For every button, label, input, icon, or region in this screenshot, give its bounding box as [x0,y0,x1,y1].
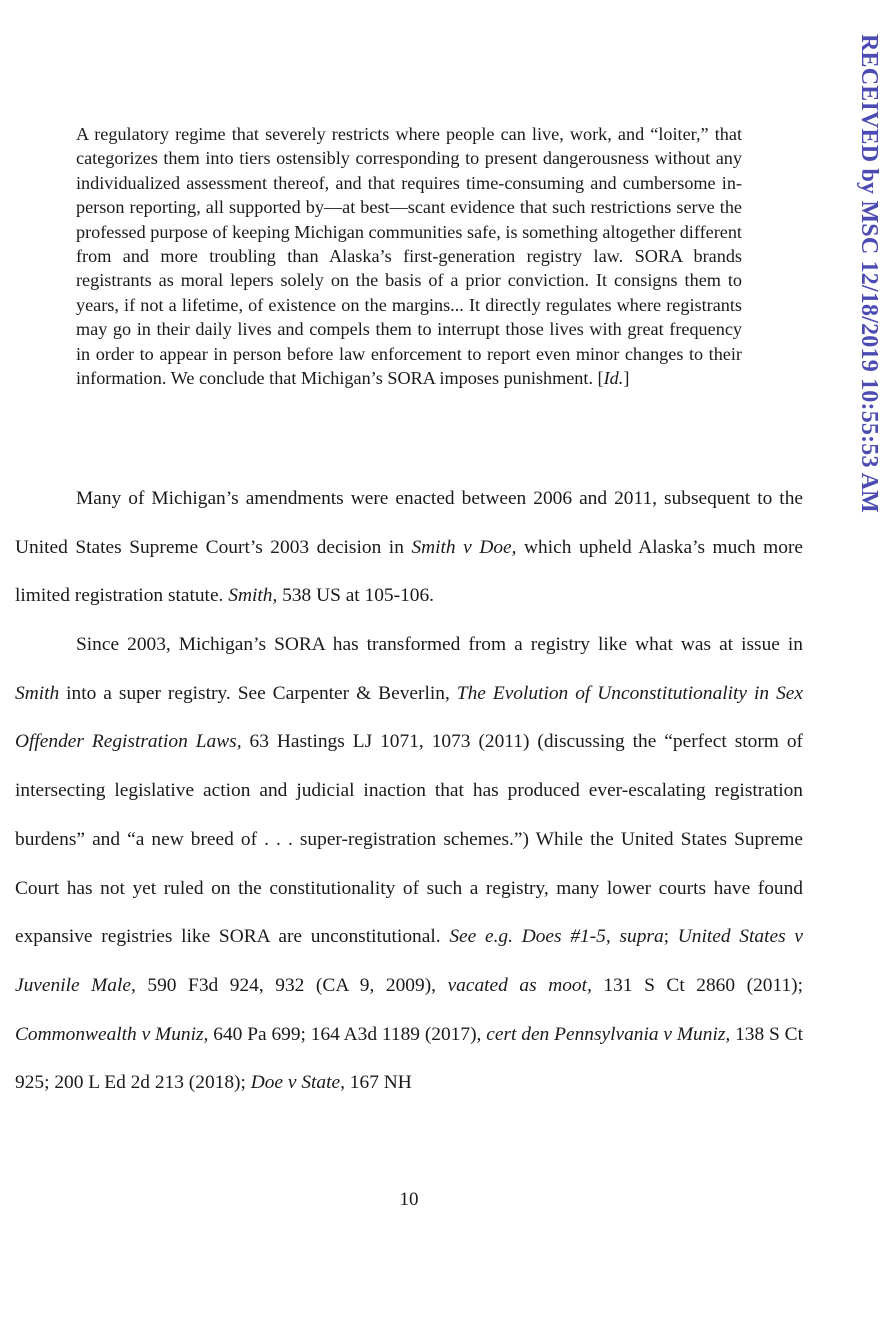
case-citation: Smith [15,682,60,704]
block-quote-text: A regulatory regime that severely restricts where people can live, work, and “loiter,” that categorizes them into tiers ostensibly corresponding to present dangerousness without any individualized assessment thereof, and that requires time-consuming and cumbersome in-person reporting, all supported by—at best—scant evidence that such restrictions serve the professed purpose of keeping Michigan communities safe, is something altogether different from and more troubling than Alaska’s first-generation registry law. SORA brands registrants as moral lepers solely on the basis of a prior conviction. It consigns them to years, if not a lifetime, of existence on the margins... It directly regulates where registrants may go in their daily lives and compels them to interrupt those lives with great frequency in order to appear in person before law enforcement to report even minor changes to their information. We conclude that Michigan’s SORA imposes punishment. [ [76,124,742,389]
case-citation: Doe v State, [250,1072,345,1094]
case-citation: vacated as moot, [447,974,592,996]
page-number: 10 [399,1189,419,1210]
block-quote-close-bracket: ] [623,368,630,389]
case-citation: United States v Juvenile Male, [15,926,803,996]
paragraph-amendments [15,475,803,621]
paragraph-text: 138 S Ct 925; 200 L Ed 2d 213 (2018); [15,1023,804,1094]
paragraph-text: 590 F3d 924, 932 (CA 9, 2009), [135,974,448,996]
paragraph-text: 63 Hastings LJ 1071, 1073 (2011) (discussing the “perfect storm of intersecting legislative action and judicial inaction that has produced ever-escalating registration burdens” and “a new breed of . . . super-registration schemes.”) While the United States Supreme Court has not yet ruled on the constitutionality of such a registry, many lower courts have found expansive registries like SORA are unconstitutional. [15,731,803,948]
paragraph-text: ; [663,926,678,948]
paragraph-text: which upheld Alaska’s much more limited registration statute. [15,536,804,607]
paragraph-text: Since 2003, Michigan’s SORA has transformed from a registry like what was at issue in [76,634,803,655]
case-citation: cert den Pennsylvania v Muniz, [486,1023,731,1045]
paragraph-text: 640 Pa 699; 164 A3d 1189 (2017), [208,1023,487,1045]
paragraph-text: 538 US at 105-106. [277,585,435,607]
case-citation: Smith, [228,585,278,607]
paragraph-text: into a super registry. See Carpenter & Beverlin, [59,682,457,704]
case-citation: Smith v Doe, [411,536,517,558]
case-citation: See e.g. Does #1-5, supra [449,926,664,948]
block-quote-citation: Id. [603,368,624,389]
block-quote [76,122,742,390]
paragraph-super-registry [15,621,803,1108]
paragraph-text: Many of Michigan’s amendments were enacted between 2006 and 2011, subsequent to the United States Supreme Court’s 2003 decision in [15,488,803,558]
article-title: The Evolution of Unconstitutionality in Sex Offender Registration Laws, [15,682,803,753]
received-stamp: RECEIVED by MSC 12/18/2019 10:55:53 AM [856,34,882,513]
paragraph-text: 131 S Ct 2860 (2011); [591,974,803,996]
paragraph-text: 167 NH [344,1072,412,1094]
case-citation: Commonwealth v Muniz, [15,1023,209,1045]
